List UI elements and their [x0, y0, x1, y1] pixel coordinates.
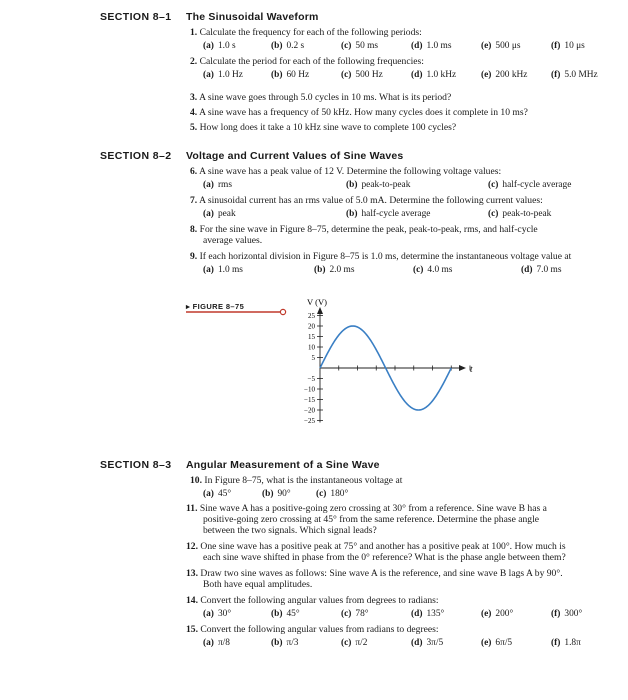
section-title: Angular Measurement of a Sine Wave [186, 459, 380, 471]
option: (a) 1.0 Hz [203, 70, 243, 80]
problem-11-line: positive-going zero crossing at 45° from the same reference. Determine the phase angle [203, 514, 540, 525]
option: (c) 50 ms [341, 41, 379, 51]
problem-13-line: Both have equal amplitudes. [203, 579, 313, 590]
option: (e) 200 kHz [481, 70, 528, 80]
problem-13: 13. Draw two sine waves as follows: Sine wave A is the reference, and sine wave B lags A by 90°. [186, 568, 563, 579]
option: (f) 1.8π [551, 638, 581, 648]
option: (d) 3π/5 [411, 638, 444, 648]
problem-8-line: average values. [203, 235, 263, 246]
y-axis-label: V (V) [307, 297, 327, 307]
y-tick-label: −15 [304, 396, 315, 405]
option: (a) 1.0 ms [203, 265, 243, 275]
option: (a) peak [203, 209, 236, 219]
problem-10: 10. In Figure 8–75, what is the instantaneous voltage at [190, 475, 403, 486]
plot-area [304, 307, 470, 425]
option: (c) peak-to-peak [488, 209, 552, 219]
option: (e) 200° [481, 609, 514, 619]
option: (d) 135° [411, 609, 445, 619]
option: (c) π/2 [341, 638, 368, 648]
problem-7: 7. A sinusoidal current has an rms value of 5.0 mA. Determine the following current values: [190, 195, 543, 206]
y-tick-label: 5 [311, 354, 315, 363]
x-axis-label: t [470, 364, 473, 374]
option: (b) 0.2 s [271, 41, 305, 51]
y-tick-label: −20 [304, 406, 315, 415]
option: (d) 1.0 ms [411, 41, 452, 51]
problem-6: 6. A sine wave has a peak value of 12 V. Determine the following voltage values: [190, 166, 502, 177]
problem-8: 8. For the sine wave in Figure 8–75, determine the peak, peak-to-peak, rms, and half-cycle [190, 224, 538, 235]
y-tick-label: 20 [308, 322, 315, 331]
option: (e) 6π/5 [481, 638, 513, 648]
option: (c) 4.0 ms [413, 265, 453, 275]
section-title: The Sinusoidal Waveform [186, 11, 319, 23]
option: (a) 30° [203, 609, 232, 619]
problem-12: 12. One sine wave has a positive peak at 75° and another has a positive peak at 100°. How much is [186, 541, 566, 552]
problem-3: 3. A sine wave goes through 5.0 cycles in 10 ms. What is its period? [190, 92, 452, 103]
y-tick-label: −25 [304, 417, 315, 426]
option: (e) 500 μs [481, 41, 521, 51]
option: (b) 2.0 ms [314, 265, 355, 275]
y-tick-label: 10 [308, 343, 315, 352]
figure-label: ▸ FIGURE 8–75 [186, 302, 245, 311]
option: (c) 500 Hz [341, 70, 383, 80]
option: (f) 10 μs [551, 41, 585, 51]
problem-14: 14. Convert the following angular values from degrees to radians: [186, 595, 439, 606]
y-tick-label: −10 [304, 385, 315, 394]
problem-9: 9. If each horizontal division in Figure 8–75 is 1.0 ms, determine the instantaneous voltage value at [190, 251, 572, 262]
y-tick-label: −5 [307, 375, 315, 384]
y-axis-arrow [317, 307, 323, 314]
y-tick-label: 25 [308, 312, 315, 321]
option: (c) half-cycle average [488, 180, 572, 190]
option: (b) 60 Hz [271, 70, 310, 80]
option: (a) 45° [203, 489, 232, 499]
option: (b) 45° [271, 609, 300, 619]
figure-8-75 [180, 295, 500, 445]
option: (a) π/8 [203, 638, 230, 648]
x-axis-arrow [459, 365, 466, 371]
option: (f) 300° [551, 609, 583, 619]
section-label: SECTION 8–2 [100, 150, 172, 162]
problem-4: 4. A sine wave has a frequency of 50 kHz. How many cycles does it complete in 10 ms? [190, 107, 528, 118]
problem-12-line: each sine wave shifted in phase from the 0° reference? What is the phase angle between them? [203, 552, 566, 563]
option: (d) 7.0 ms [521, 265, 562, 275]
option: (a) 1.0 s [203, 41, 236, 51]
problem-11: 11. Sine wave A has a positive-going zero crossing at 30° from a reference. Sine wave B has a [186, 503, 547, 514]
section-label: SECTION 8–1 [100, 11, 172, 23]
option: (c) 78° [341, 609, 369, 619]
option: (f) 5.0 MHz [551, 70, 598, 80]
problem-11-line: between the two signals. Which signal leads? [203, 525, 377, 536]
option: (b) half-cycle average [346, 209, 431, 219]
y-tick-label: 15 [308, 333, 315, 342]
problem-5: 5. How long does it take a 10 kHz sine wave to complete 100 cycles? [190, 122, 457, 133]
section-title: Voltage and Current Values of Sine Waves [186, 150, 404, 162]
figure-rule-end [280, 309, 285, 314]
problem-1: 1. Calculate the frequency for each of the following periods: [190, 27, 422, 38]
option: (b) π/3 [271, 638, 299, 648]
option: (a) rms [203, 180, 232, 190]
option: (b) 90° [262, 489, 291, 499]
problem-15: 15. Convert the following angular values from radians to degrees: [186, 624, 439, 635]
option: (d) 1.0 kHz [411, 70, 457, 80]
problem-2: 2. Calculate the period for each of the following frequencies: [190, 56, 424, 67]
section-label: SECTION 8–3 [100, 459, 172, 471]
option: (b) peak-to-peak [346, 180, 411, 190]
option: (c) 180° [316, 489, 349, 499]
